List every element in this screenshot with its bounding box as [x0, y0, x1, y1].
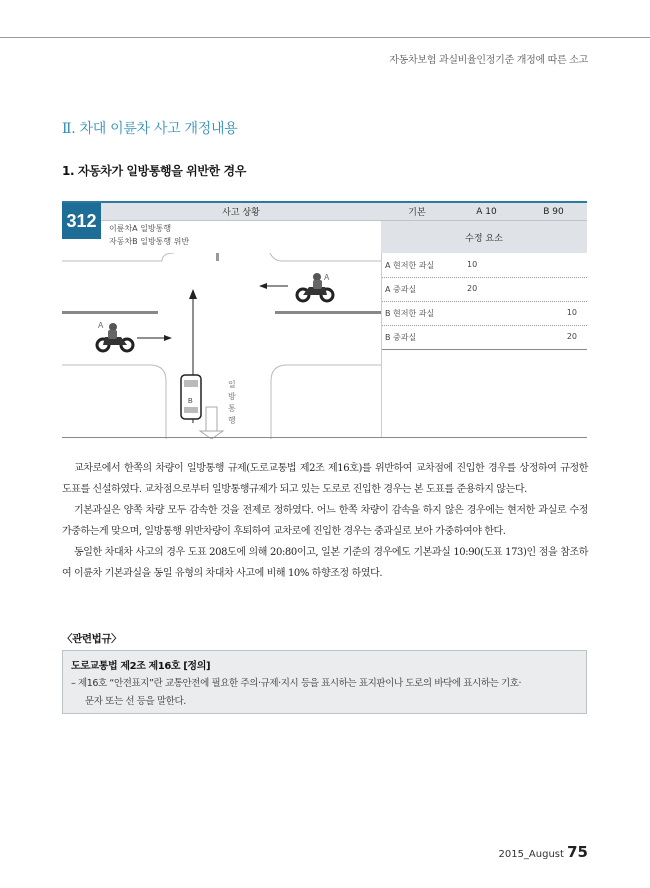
law-text: 문자 또는 선 등을 말한다. [85, 696, 186, 707]
path-arrow [164, 335, 172, 341]
modification-row [381, 253, 587, 278]
figure-bottom-rule [62, 437, 587, 438]
path-arrow [189, 289, 197, 299]
page-number: 75 [567, 843, 588, 861]
row-value-a: 10 [467, 260, 478, 269]
description-line: 이륜차A 일방통행 [109, 224, 172, 233]
intersection-diagram [62, 253, 381, 439]
center-line [216, 253, 219, 261]
modification-row [381, 277, 587, 302]
vehicle-label-a: A [98, 321, 104, 330]
paragraph: 동일한 차대차 사고의 경우 도표 208도에 의해 20:80이고, 일본 기준의 경우에도 기본과실 10:90(도표 173)인 점을 참조하여 이륜차 기본과실을 동일 유형의 차대차 사고에 비해 10% 하향조정 하였다. [62, 547, 588, 579]
column-header-a: A 10 [453, 203, 520, 221]
table-divider [381, 253, 382, 438]
oneway-arrow [200, 407, 223, 439]
center-line [62, 311, 158, 314]
vehicle-label-a: A [324, 273, 330, 282]
subsection-title: 1. 자동차가 일방통행을 위반한 경우 [62, 164, 246, 178]
road-curb [271, 365, 381, 439]
column-header-base: 기본 [381, 203, 453, 221]
column-header-b: B 90 [520, 203, 587, 221]
row-label: A 중과실 [385, 285, 417, 294]
law-text: – 제16호 “안전표지”란 교통안전에 필요한 주의·규제·지시 등을 표시하는 표지판이나 도로의 바닥에 표시하는 기호· [71, 678, 522, 689]
car-b [181, 375, 201, 419]
case-number: 312 [62, 203, 101, 239]
modification-row [381, 325, 587, 350]
description-line: 자동차B 일방통행 위반 [109, 237, 190, 246]
road-curb [270, 253, 381, 261]
row-label: B 현저한 과실 [385, 309, 435, 318]
modification-header: 수정 요소 [381, 221, 587, 253]
row-label: B 중과실 [385, 333, 417, 342]
law-title: 도로교통법 제2조 제16호 [정의] [71, 661, 211, 672]
paragraph: 기본과실은 양쪽 차량 모두 감속한 것을 전제로 정하였다. 어느 한쪽 차량이 감속을 하지 않은 경우에는 현저한 과실로 수정 가중하는게 맞으며, 일방통행 위반차량이 후퇴하여 교차로에 진입한 경우는 중과실로 보아 가중하여야 한다. [62, 505, 588, 537]
accident-figure [62, 201, 587, 439]
row-value-a: 20 [467, 284, 478, 293]
related-law-label: 〈관련법규〉 [62, 633, 122, 645]
row-value-b: 20 [566, 332, 577, 341]
paragraph: 교차로에서 한쪽의 차량이 일방통행 규제(도로교통법 제2조 제16호)를 위반하여 교차점에 진입한 경우를 상정하여 규정한 도표를 신설하였다. 교차점으로부터 일방통행규제가 되고 있는 도로로 진입한 경우는 본 도표를 준용하지 않는다. [62, 463, 588, 495]
issue-label: 2015_August [498, 849, 564, 860]
row-label: A 현저한 과실 [385, 261, 435, 270]
path-arrow [259, 283, 267, 289]
road-curb [62, 253, 174, 261]
road-curb [62, 365, 166, 439]
section-title: Ⅱ. 차대 이륜차 사고 개정내용 [62, 121, 238, 137]
page-footer [498, 843, 588, 861]
running-header: 자동차보험 과실비율인정기준 개정에 따른 소고 [389, 55, 588, 66]
oneway-sign: 일방통행 [228, 380, 236, 425]
related-law-box [62, 650, 587, 714]
modification-row [381, 301, 587, 326]
center-line [275, 311, 381, 314]
vehicle-label-b: B [188, 398, 193, 405]
header-rule [0, 37, 650, 38]
situation-description [101, 221, 381, 253]
row-value-b: 10 [566, 308, 577, 317]
column-header-situation: 사고 상황 [101, 203, 381, 221]
body-text [62, 458, 588, 584]
